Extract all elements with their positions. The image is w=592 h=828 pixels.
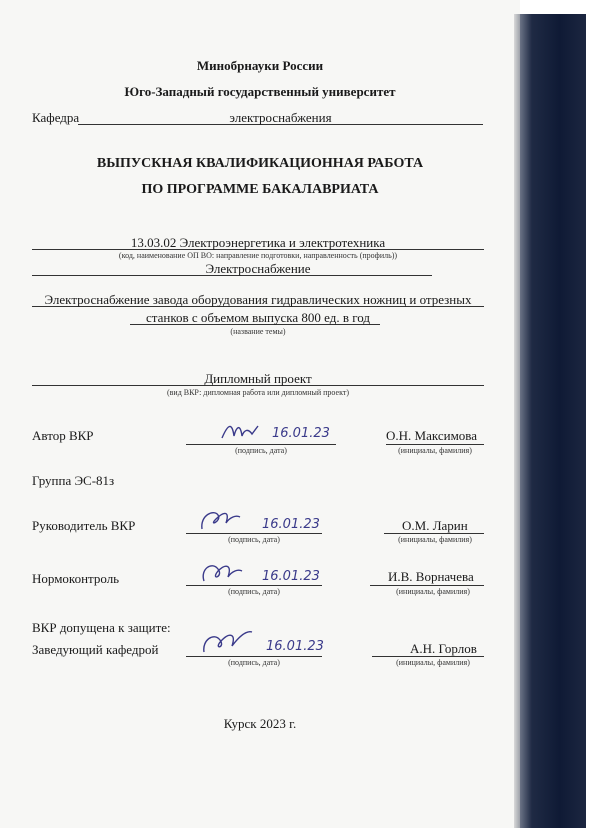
author-sign-line: [186, 444, 336, 445]
city-year: Курск 2023 г.: [223, 716, 297, 731]
normcontrol-signature: [196, 557, 256, 587]
direction-caption: (код, наименование ОП ВО: направление подготовки, направленность (профиль)): [118, 251, 398, 260]
supervisor-name-line: [384, 533, 484, 534]
normcontrol-name-caption: (инициалы, фамилия): [396, 587, 470, 596]
head-sign-line: [186, 656, 322, 657]
supervisor-sign-line: [186, 533, 322, 534]
department-label: Кафедра: [32, 110, 80, 125]
head-date: 16.01.23: [266, 639, 324, 654]
author-name-line: [386, 444, 484, 445]
head-name-line: [372, 656, 484, 657]
topic-caption: (название темы): [230, 327, 286, 336]
ministry-name: Минобрнауки России: [196, 58, 324, 73]
head-signature: [196, 626, 260, 656]
group-text: Группа ЭС-81з: [32, 473, 115, 488]
supervisor-signature: [196, 505, 256, 535]
supervisor-sign-caption: (подпись, дата): [228, 535, 280, 544]
work-type-caption: (вид ВКР: дипломная работа или дипломный проект): [166, 388, 350, 397]
author-label: Автор ВКР: [32, 428, 94, 443]
admission-label: ВКР допущена к защите:: [32, 620, 171, 635]
normcontrol-sign-line: [186, 585, 322, 586]
work-type-value: Дипломный проект: [204, 371, 312, 386]
author-date: 16.01.23: [272, 426, 330, 441]
normcontrol-name: И.В. Ворначева: [388, 569, 474, 584]
supervisor-name-caption: (инициалы, фамилия): [398, 535, 472, 544]
binding-spine: [520, 14, 586, 828]
author-name: О.Н. Максимова: [386, 428, 478, 443]
normcontrol-date: 16.01.23: [262, 569, 320, 584]
university-name: Юго-Западный государственный университет: [124, 84, 396, 99]
author-signature: [218, 418, 278, 444]
author-name-caption: (инициалы, фамилия): [398, 446, 472, 455]
normcontrol-sign-caption: (подпись, дата): [228, 587, 280, 596]
supervisor-name: О.М. Ларин: [402, 518, 468, 533]
document-title-line2: ПО ПРОГРАММЕ БАКАЛАВРИАТА: [141, 182, 379, 197]
head-name: А.Н. Горлов: [410, 641, 477, 656]
document-title-line1: ВЫПУСКНАЯ КВАЛИФИКАЦИОННАЯ РАБОТА: [96, 156, 424, 171]
head-name-caption: (инициалы, фамилия): [396, 658, 470, 667]
profile-value: Электроснабжение: [205, 261, 311, 276]
head-sign-caption: (подпись, дата): [228, 658, 280, 667]
topic-line2: станков с объемом выпуска 800 ед. в год: [146, 310, 370, 325]
normcontrol-label: Нормоконтроль: [32, 571, 120, 586]
department-value: электроснабжения: [229, 110, 332, 125]
direction-value: 13.03.02 Электроэнергетика и электротехника: [130, 235, 386, 250]
topic-line1: Электроснабжение завода оборудования гидравлических ножниц и отрезных: [44, 292, 472, 307]
author-sign-caption: (подпись, дата): [235, 446, 287, 455]
supervisor-date: 16.01.23: [262, 517, 320, 532]
head-of-department-label: Заведующий кафедрой: [32, 642, 159, 657]
supervisor-label: Руководитель ВКР: [32, 518, 136, 533]
normcontrol-name-line: [370, 585, 484, 586]
